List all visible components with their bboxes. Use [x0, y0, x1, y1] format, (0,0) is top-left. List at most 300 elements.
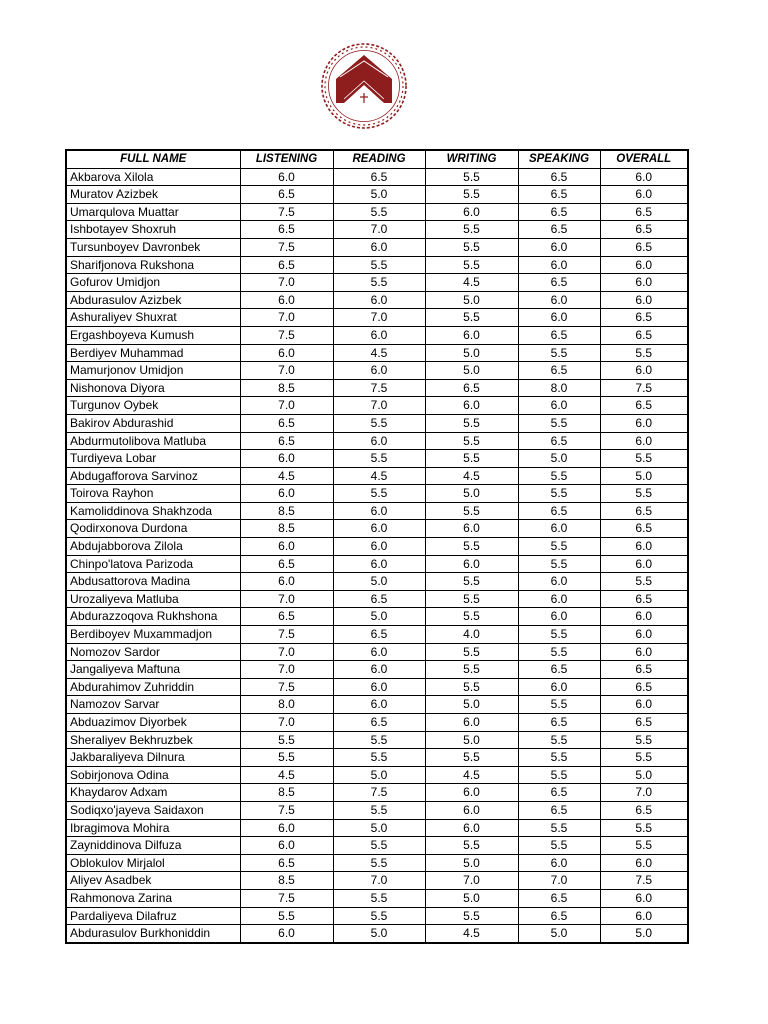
listening-score: 7.0 — [240, 274, 333, 292]
writing-score: 5.5 — [425, 432, 518, 450]
reading-score: 6.0 — [333, 678, 425, 696]
speaking-score: 6.5 — [518, 186, 600, 204]
logo-emblem — [316, 41, 412, 131]
reading-score: 7.0 — [333, 872, 425, 890]
listening-score: 6.0 — [240, 573, 333, 591]
speaking-score: 6.5 — [518, 889, 600, 907]
listening-score: 6.5 — [240, 432, 333, 450]
header-row — [66, 150, 688, 168]
reading-score: 6.0 — [333, 661, 425, 679]
overall-score: 6.0 — [600, 555, 688, 573]
reading-score: 4.5 — [333, 344, 425, 362]
listening-score: 6.5 — [240, 555, 333, 573]
speaking-header: SPEAKING — [518, 150, 600, 168]
listening-score: 6.0 — [240, 291, 333, 309]
listening-score: 7.0 — [240, 309, 333, 327]
reading-score: 6.0 — [333, 643, 425, 661]
reading-score: 5.0 — [333, 925, 425, 943]
listening-score: 7.5 — [240, 626, 333, 644]
reading-score: 6.0 — [333, 520, 425, 538]
scores-table — [65, 149, 689, 944]
speaking-score: 6.0 — [518, 397, 600, 415]
table-row — [66, 766, 688, 784]
speaking-score: 5.5 — [518, 819, 600, 837]
overall-score: 5.5 — [600, 819, 688, 837]
writing-score: 5.5 — [425, 661, 518, 679]
reading-score: 5.5 — [333, 731, 425, 749]
student-name: Abduazimov Diyorbek — [66, 714, 240, 732]
listening-score: 5.5 — [240, 907, 333, 925]
overall-score: 6.5 — [600, 801, 688, 819]
listening-score: 4.5 — [240, 766, 333, 784]
speaking-score: 5.5 — [518, 344, 600, 362]
speaking-score: 6.5 — [518, 168, 600, 186]
table-row — [66, 256, 688, 274]
table-row — [66, 872, 688, 890]
listening-score: 7.0 — [240, 714, 333, 732]
speaking-score: 5.5 — [518, 626, 600, 644]
reading-score: 6.0 — [333, 238, 425, 256]
writing-score: 5.5 — [425, 450, 518, 468]
reading-score: 7.0 — [333, 397, 425, 415]
speaking-score: 6.0 — [518, 291, 600, 309]
reading-score: 7.5 — [333, 784, 425, 802]
overall-score: 6.5 — [600, 590, 688, 608]
overall-score: 6.0 — [600, 291, 688, 309]
reading-score: 5.5 — [333, 414, 425, 432]
writing-score: 6.0 — [425, 326, 518, 344]
writing-score: 4.5 — [425, 925, 518, 943]
overall-score: 6.0 — [600, 854, 688, 872]
overall-score: 6.0 — [600, 432, 688, 450]
writing-score: 5.5 — [425, 643, 518, 661]
speaking-score: 6.5 — [518, 432, 600, 450]
listening-score: 6.5 — [240, 221, 333, 239]
overall-score: 6.5 — [600, 326, 688, 344]
writing-score: 6.5 — [425, 379, 518, 397]
writing-score: 6.0 — [425, 397, 518, 415]
reading-score: 5.5 — [333, 854, 425, 872]
listening-score: 8.5 — [240, 520, 333, 538]
speaking-score: 5.5 — [518, 731, 600, 749]
listening-header: LISTENING — [240, 150, 333, 168]
overall-score: 6.5 — [600, 238, 688, 256]
table-row — [66, 309, 688, 327]
overall-score: 6.0 — [600, 889, 688, 907]
student-name: Mamurjonov Umidjon — [66, 362, 240, 380]
writing-score: 4.5 — [425, 467, 518, 485]
speaking-score: 5.5 — [518, 538, 600, 556]
student-name: Turgunov Oybek — [66, 397, 240, 415]
overall-score: 6.5 — [600, 678, 688, 696]
table-row — [66, 203, 688, 221]
speaking-score: 5.5 — [518, 467, 600, 485]
reading-score: 5.5 — [333, 837, 425, 855]
speaking-score: 6.5 — [518, 661, 600, 679]
overall-score: 6.5 — [600, 309, 688, 327]
writing-header: WRITING — [425, 150, 518, 168]
writing-score: 5.5 — [425, 168, 518, 186]
student-name: Zayniddinova Dilfuza — [66, 837, 240, 855]
reading-score: 6.0 — [333, 326, 425, 344]
overall-score: 7.5 — [600, 872, 688, 890]
student-name: Ergashboyeva Kumush — [66, 326, 240, 344]
reading-score: 5.0 — [333, 819, 425, 837]
reading-score: 5.5 — [333, 801, 425, 819]
student-name: Abdurazzoqova Rukhshona — [66, 608, 240, 626]
speaking-score: 5.5 — [518, 837, 600, 855]
table-body — [66, 168, 688, 943]
overall-score: 6.0 — [600, 256, 688, 274]
student-name: Urozaliyeva Matluba — [66, 590, 240, 608]
writing-score: 5.0 — [425, 731, 518, 749]
listening-score: 7.0 — [240, 661, 333, 679]
student-name: Abdusattorova Madina — [66, 573, 240, 591]
writing-score: 5.0 — [425, 344, 518, 362]
overall-score: 5.0 — [600, 467, 688, 485]
overall-score: 5.5 — [600, 837, 688, 855]
reading-score: 6.5 — [333, 626, 425, 644]
student-name: Nishonova Diyora — [66, 379, 240, 397]
speaking-score: 6.5 — [518, 274, 600, 292]
overall-score: 6.5 — [600, 502, 688, 520]
student-name: Abdurahimov Zuhriddin — [66, 678, 240, 696]
listening-score: 7.0 — [240, 362, 333, 380]
writing-score: 6.0 — [425, 203, 518, 221]
reading-score: 7.0 — [333, 221, 425, 239]
speaking-score: 5.5 — [518, 749, 600, 767]
overall-score: 5.5 — [600, 573, 688, 591]
student-name: Ibragimova Mohira — [66, 819, 240, 837]
speaking-score: 6.0 — [518, 608, 600, 626]
student-name: Bakirov Abdurashid — [66, 414, 240, 432]
listening-score: 6.0 — [240, 450, 333, 468]
overall-score: 6.5 — [600, 520, 688, 538]
student-name: Kamoliddinova Shakhzoda — [66, 502, 240, 520]
student-name: Ashuraliyev Shuxrat — [66, 309, 240, 327]
overall-score: 5.5 — [600, 450, 688, 468]
table-row — [66, 450, 688, 468]
listening-score: 7.5 — [240, 326, 333, 344]
speaking-score: 5.5 — [518, 485, 600, 503]
table-row — [66, 925, 688, 943]
table-row — [66, 520, 688, 538]
speaking-score: 6.0 — [518, 678, 600, 696]
table-row — [66, 379, 688, 397]
speaking-score: 5.5 — [518, 555, 600, 573]
overall-score: 7.5 — [600, 379, 688, 397]
student-name: Sobirjonova Odina — [66, 766, 240, 784]
table-row — [66, 714, 688, 732]
overall-score: 6.5 — [600, 661, 688, 679]
writing-score: 5.0 — [425, 889, 518, 907]
overall-score: 6.5 — [600, 221, 688, 239]
student-name: Berdiyev Muhammad — [66, 344, 240, 362]
reading-score: 5.0 — [333, 766, 425, 784]
listening-score: 6.5 — [240, 608, 333, 626]
reading-score: 6.0 — [333, 696, 425, 714]
writing-score: 4.5 — [425, 766, 518, 784]
writing-score: 5.5 — [425, 502, 518, 520]
writing-score: 5.5 — [425, 907, 518, 925]
table-row — [66, 784, 688, 802]
table-row — [66, 362, 688, 380]
student-name: Namozov Sarvar — [66, 696, 240, 714]
student-name: Oblokulov Mirjalol — [66, 854, 240, 872]
student-name: Sodiqxo'jayeva Saidaxon — [66, 801, 240, 819]
student-name: Berdiboyev Muxammadjon — [66, 626, 240, 644]
overall-score: 6.0 — [600, 608, 688, 626]
writing-score: 5.5 — [425, 186, 518, 204]
listening-score: 7.5 — [240, 678, 333, 696]
speaking-score: 6.5 — [518, 221, 600, 239]
listening-score: 7.5 — [240, 801, 333, 819]
table-row — [66, 432, 688, 450]
overall-score: 6.0 — [600, 362, 688, 380]
listening-score: 7.0 — [240, 590, 333, 608]
student-name: Jangaliyeva Maftuna — [66, 661, 240, 679]
speaking-score: 5.5 — [518, 414, 600, 432]
overall-score: 6.0 — [600, 538, 688, 556]
overall-score: 6.5 — [600, 203, 688, 221]
table-row — [66, 819, 688, 837]
overall-score: 6.0 — [600, 274, 688, 292]
house-roof-logo — [316, 41, 412, 131]
table-row — [66, 837, 688, 855]
speaking-score: 5.0 — [518, 450, 600, 468]
writing-score: 5.0 — [425, 854, 518, 872]
student-name: Rahmonova Zarina — [66, 889, 240, 907]
listening-score: 6.0 — [240, 485, 333, 503]
listening-score: 8.5 — [240, 502, 333, 520]
table-row — [66, 678, 688, 696]
table-row — [66, 555, 688, 573]
table-row — [66, 414, 688, 432]
table-row — [66, 485, 688, 503]
writing-score: 7.0 — [425, 872, 518, 890]
table-row — [66, 326, 688, 344]
listening-score: 8.0 — [240, 696, 333, 714]
overall-score: 5.5 — [600, 485, 688, 503]
overall-score: 6.5 — [600, 714, 688, 732]
listening-score: 7.5 — [240, 203, 333, 221]
table-row — [66, 608, 688, 626]
writing-score: 5.5 — [425, 837, 518, 855]
student-name: Abdurasulov Azizbek — [66, 291, 240, 309]
table-row — [66, 168, 688, 186]
table-row — [66, 344, 688, 362]
table-row — [66, 274, 688, 292]
reading-score: 5.0 — [333, 186, 425, 204]
overall-score: 5.0 — [600, 766, 688, 784]
student-name: Chinpo'latova Parizoda — [66, 555, 240, 573]
listening-score: 7.0 — [240, 643, 333, 661]
writing-score: 6.0 — [425, 555, 518, 573]
writing-score: 5.0 — [425, 291, 518, 309]
table-row — [66, 907, 688, 925]
reading-score: 5.5 — [333, 889, 425, 907]
writing-score: 5.0 — [425, 485, 518, 503]
overall-score: 6.0 — [600, 643, 688, 661]
speaking-score: 6.5 — [518, 362, 600, 380]
overall-score: 5.5 — [600, 749, 688, 767]
table-row — [66, 731, 688, 749]
student-name: Gofurov Umidjon — [66, 274, 240, 292]
writing-score: 5.5 — [425, 256, 518, 274]
student-name: Turdiyeva Lobar — [66, 450, 240, 468]
student-name: Akbarova Xilola — [66, 168, 240, 186]
speaking-score: 6.5 — [518, 502, 600, 520]
overall-score: 6.0 — [600, 696, 688, 714]
listening-score: 6.5 — [240, 256, 333, 274]
reading-score: 6.0 — [333, 432, 425, 450]
writing-score: 5.5 — [425, 678, 518, 696]
speaking-score: 6.0 — [518, 854, 600, 872]
reading-score: 5.5 — [333, 907, 425, 925]
listening-score: 5.5 — [240, 731, 333, 749]
student-name: Aliyev Asadbek — [66, 872, 240, 890]
reading-score: 5.5 — [333, 450, 425, 468]
speaking-score: 8.0 — [518, 379, 600, 397]
writing-score: 5.5 — [425, 414, 518, 432]
table-row — [66, 291, 688, 309]
speaking-score: 6.5 — [518, 326, 600, 344]
table-row — [66, 573, 688, 591]
table-row — [66, 467, 688, 485]
speaking-score: 5.5 — [518, 696, 600, 714]
reading-score: 4.5 — [333, 467, 425, 485]
student-name: Sharifjonova Rukshona — [66, 256, 240, 274]
overall-score: 6.5 — [600, 397, 688, 415]
speaking-score: 5.5 — [518, 766, 600, 784]
table-row — [66, 854, 688, 872]
reading-score: 6.5 — [333, 168, 425, 186]
speaking-score: 6.0 — [518, 238, 600, 256]
overall-header: OVERALL — [600, 150, 688, 168]
listening-score: 5.5 — [240, 749, 333, 767]
overall-score: 5.5 — [600, 344, 688, 362]
speaking-score: 6.5 — [518, 203, 600, 221]
reading-score: 6.5 — [333, 714, 425, 732]
student-name: Qodirxonova Durdona — [66, 520, 240, 538]
reading-header: READING — [333, 150, 425, 168]
listening-score: 6.0 — [240, 344, 333, 362]
writing-score: 5.5 — [425, 309, 518, 327]
table-row — [66, 221, 688, 239]
table-row — [66, 238, 688, 256]
student-name: Pardaliyeva Dilafruz — [66, 907, 240, 925]
writing-score: 6.0 — [425, 520, 518, 538]
table-row — [66, 538, 688, 556]
listening-score: 6.0 — [240, 837, 333, 855]
reading-score: 6.0 — [333, 538, 425, 556]
writing-score: 6.0 — [425, 784, 518, 802]
listening-score: 8.5 — [240, 784, 333, 802]
table-row — [66, 590, 688, 608]
speaking-score: 7.0 — [518, 872, 600, 890]
speaking-score: 6.0 — [518, 573, 600, 591]
overall-score: 7.0 — [600, 784, 688, 802]
listening-score: 4.5 — [240, 467, 333, 485]
reading-score: 5.5 — [333, 203, 425, 221]
student-name: Abdurmutolibova Matluba — [66, 432, 240, 450]
table-row — [66, 643, 688, 661]
student-name: Sheraliyev Bekhruzbek — [66, 731, 240, 749]
reading-score: 6.0 — [333, 362, 425, 380]
table-row — [66, 696, 688, 714]
reading-score: 5.5 — [333, 274, 425, 292]
overall-score: 6.0 — [600, 626, 688, 644]
writing-score: 5.0 — [425, 696, 518, 714]
writing-score: 5.5 — [425, 221, 518, 239]
reading-score: 5.0 — [333, 573, 425, 591]
table-row — [66, 626, 688, 644]
student-name: Tursunboyev Davronbek — [66, 238, 240, 256]
reading-score: 6.0 — [333, 502, 425, 520]
table-row — [66, 889, 688, 907]
student-name: Abdurasulov Burkhoniddin — [66, 925, 240, 943]
speaking-score: 5.5 — [518, 643, 600, 661]
writing-score: 6.0 — [425, 819, 518, 837]
listening-score: 6.0 — [240, 925, 333, 943]
speaking-score: 6.0 — [518, 520, 600, 538]
writing-score: 4.5 — [425, 274, 518, 292]
table-row — [66, 186, 688, 204]
listening-score: 6.0 — [240, 819, 333, 837]
writing-score: 4.0 — [425, 626, 518, 644]
student-name: Nomozov Sardor — [66, 643, 240, 661]
overall-score: 6.0 — [600, 907, 688, 925]
writing-score: 5.5 — [425, 238, 518, 256]
listening-score: 6.5 — [240, 414, 333, 432]
table-row — [66, 502, 688, 520]
reading-score: 5.5 — [333, 749, 425, 767]
writing-score: 5.5 — [425, 590, 518, 608]
speaking-score: 6.0 — [518, 590, 600, 608]
overall-score: 6.0 — [600, 168, 688, 186]
listening-score: 6.0 — [240, 168, 333, 186]
listening-score: 7.5 — [240, 889, 333, 907]
reading-score: 6.0 — [333, 555, 425, 573]
reading-score: 5.0 — [333, 608, 425, 626]
student-name: Muratov Azizbek — [66, 186, 240, 204]
speaking-score: 6.0 — [518, 309, 600, 327]
writing-score: 6.0 — [425, 714, 518, 732]
speaking-score: 6.5 — [518, 907, 600, 925]
student-name: Jakbaraliyeva Dilnura — [66, 749, 240, 767]
listening-score: 6.0 — [240, 538, 333, 556]
listening-score: 6.5 — [240, 186, 333, 204]
table-row — [66, 801, 688, 819]
writing-score: 6.0 — [425, 801, 518, 819]
reading-score: 5.5 — [333, 256, 425, 274]
table-row — [66, 661, 688, 679]
writing-score: 5.5 — [425, 573, 518, 591]
writing-score: 5.5 — [425, 608, 518, 626]
speaking-score: 6.0 — [518, 256, 600, 274]
reading-score: 6.0 — [333, 291, 425, 309]
speaking-score: 6.5 — [518, 784, 600, 802]
listening-score: 7.5 — [240, 238, 333, 256]
student-name: Umarqulova Muattar — [66, 203, 240, 221]
overall-score: 6.0 — [600, 414, 688, 432]
table-header — [66, 150, 688, 168]
listening-score: 6.5 — [240, 854, 333, 872]
reading-score: 6.5 — [333, 590, 425, 608]
overall-score: 6.0 — [600, 186, 688, 204]
reading-score: 7.5 — [333, 379, 425, 397]
student-name: Abdujabborova Zilola — [66, 538, 240, 556]
